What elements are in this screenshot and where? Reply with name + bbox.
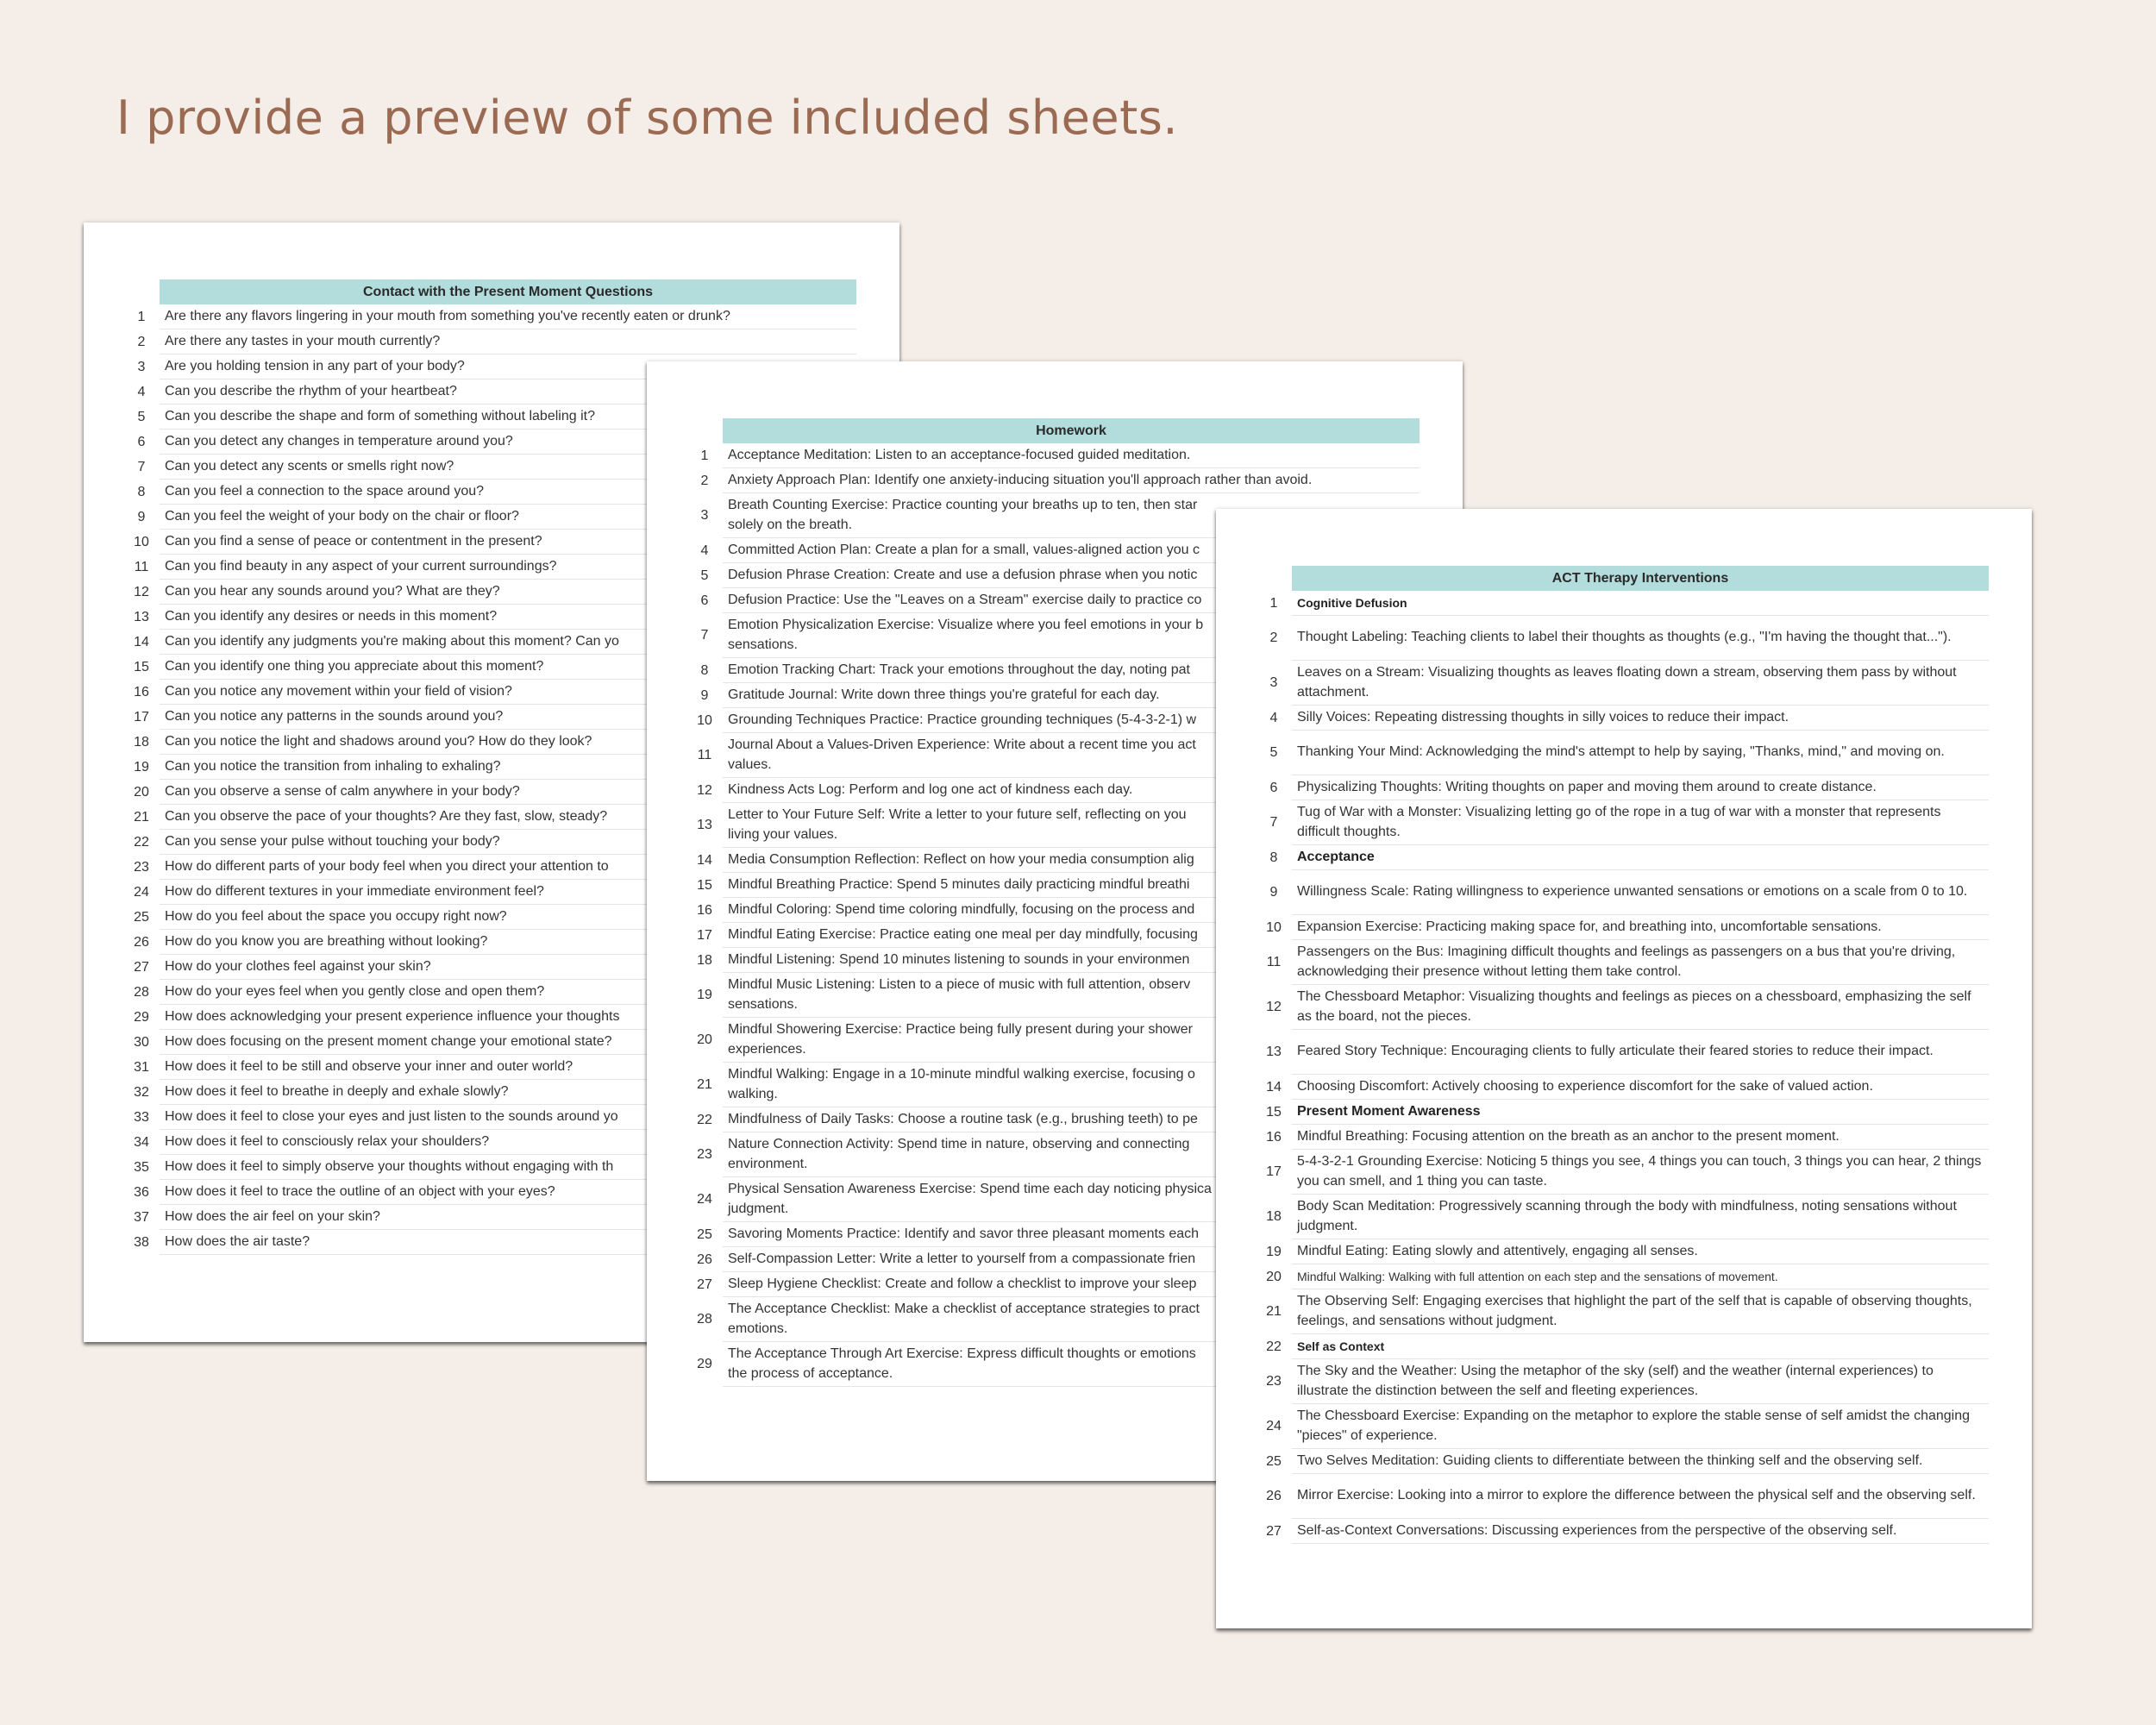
row-text: Can you observe a sense of calm anywhere in your body? — [160, 780, 856, 805]
row-text: Gratitude Journal: Write down three things you're grateful for each day. — [723, 683, 1420, 708]
table-row — [686, 468, 1420, 493]
row-number: 27 — [697, 1276, 712, 1292]
row-text: Mindful Listening: Spend 10 minutes listening to sounds in your environmen — [723, 948, 1420, 973]
row-text: The Sky and the Weather: Using the metaphor of the sky (self) and the weather (internal experiences) to illustrate the distinction between the self and fleeting experiences. — [1292, 1359, 1989, 1404]
row-number: 6 — [137, 434, 146, 449]
row-text: Letter to Your Future Self: Write a letter to your future self, reflecting on you living your values. — [723, 803, 1420, 848]
page-headline: I provide a preview of some included sheets. — [116, 91, 1179, 145]
row-text: Mindful Breathing Practice: Spend 5 minutes daily practicing mindful breathi — [723, 873, 1420, 898]
row-number: 1 — [1269, 595, 1278, 611]
row-number: 16 — [134, 684, 149, 699]
row-text: Can you identify any judgments you're making about this moment? Can yo — [160, 630, 856, 655]
row-number: 27 — [134, 959, 149, 975]
row-text: Nature Connection Activity: Spend time in nature, observing and connecting environment. — [723, 1132, 1420, 1177]
row-text: Can you find beauty in any aspect of your current surroundings? — [160, 555, 856, 580]
row-number: 24 — [1266, 1419, 1282, 1433]
row-text: Expansion Exercise: Practicing making space for, and breathing into, uncomfortable sensations. — [1292, 915, 1989, 940]
row-text: The Observing Self: Engaging exercises that highlight the part of the self that is capable of observing thoughts, feelings, and sensations without judgment. — [1292, 1289, 1989, 1334]
row-text: How do different textures in your immediate environment feel? — [160, 880, 856, 905]
row-number: 27 — [1266, 1523, 1282, 1539]
row-text: Kindness Acts Log: Perform and log one act of kindness each day. — [723, 778, 1420, 803]
row-text: Can you notice the transition from inhaling to exhaling? — [160, 755, 856, 780]
section-header-row — [1256, 845, 1989, 870]
row-text: The Acceptance Through Art Exercise: Express difficult thoughts or emotions the process of acceptance. — [723, 1342, 1420, 1387]
row-text: Are there any tastes in your mouth currently? — [160, 329, 856, 354]
row-text: Are there any flavors lingering in your mouth from something you've recently eaten or drunk? — [160, 304, 856, 329]
row-number: 17 — [1266, 1164, 1282, 1179]
row-number: 25 — [697, 1226, 712, 1242]
row-text: How does it feel to simply observe your thoughts without engaging with th — [160, 1155, 856, 1180]
row-number: 37 — [134, 1209, 149, 1225]
row-number: 36 — [134, 1184, 149, 1200]
row-number: 4 — [700, 543, 709, 558]
row-number: 21 — [697, 1077, 712, 1092]
row-number: 9 — [1269, 885, 1278, 900]
row-number: 35 — [134, 1159, 149, 1175]
row-text: Can you detect any scents or smells right now? — [160, 455, 856, 480]
sheet-title: ACT Therapy Interventions — [1292, 566, 1989, 591]
row-number: 29 — [134, 1009, 149, 1025]
row-number: 1 — [137, 309, 146, 324]
row-number: 13 — [1266, 1044, 1282, 1059]
row-number: 21 — [1266, 1304, 1282, 1319]
row-text: How do your eyes feel when you gently close and open them? — [160, 980, 856, 1005]
table-row — [1256, 1150, 1989, 1195]
row-text: Feared Story Technique: Encouraging clients to fully articulate their feared stories to reduce their impact. — [1292, 1030, 1989, 1075]
row-text: Can you find a sense of peace or contentment in the present? — [160, 530, 856, 555]
row-number: 11 — [134, 559, 149, 574]
row-number: 7 — [137, 459, 146, 474]
row-number: 22 — [1266, 1339, 1282, 1354]
row-number: 3 — [137, 359, 146, 374]
row-text: Leaves on a Stream: Visualizing thoughts as leaves floating down a stream, observing them pass by without attachment. — [1292, 661, 1989, 706]
row-text: Emotion Tracking Chart: Track your emotions throughout the day, noting pat — [723, 658, 1420, 683]
section-header: Acceptance — [1292, 845, 1989, 870]
row-text: Can you feel the weight of your body on the chair or floor? — [160, 505, 856, 530]
row-number: 9 — [700, 687, 709, 703]
row-text: Silly Voices: Repeating distressing thoughts in silly voices to reduce their impact. — [1292, 706, 1989, 731]
section-header: Self as Context — [1292, 1334, 1989, 1359]
row-number: 1 — [700, 448, 709, 463]
row-number: 33 — [134, 1109, 149, 1125]
row-text: Mindful Walking: Walking with full attention on each step and the sensations of movement. — [1292, 1264, 1989, 1289]
table-row — [1256, 661, 1989, 706]
table-row — [1256, 1359, 1989, 1404]
row-number: 8 — [137, 484, 146, 499]
row-text: Media Consumption Reflection: Reflect on how your media consumption alig — [723, 848, 1420, 873]
row-text: How do you feel about the space you occupy right now? — [160, 905, 856, 930]
row-text: Mindful Eating Exercise: Practice eating one meal per day mindfully, focusing — [723, 923, 1420, 948]
section-header: Present Moment Awareness — [1292, 1100, 1989, 1125]
row-text: Self-as-Context Conversations: Discussing experiences from the perspective of the observing self. — [1292, 1519, 1989, 1544]
row-number: 16 — [1266, 1129, 1282, 1145]
row-number: 11 — [697, 748, 712, 762]
row-number: 13 — [697, 818, 712, 832]
row-number: 5 — [700, 568, 709, 583]
row-number: 29 — [697, 1357, 712, 1371]
row-text: Physicalizing Thoughts: Writing thoughts on paper and moving them around to create distance. — [1292, 775, 1989, 800]
section-header-row — [1256, 1334, 1989, 1359]
table-row — [1256, 1449, 1989, 1474]
row-text: Can you identify any desires or needs in this moment? — [160, 605, 856, 630]
row-number: 24 — [134, 884, 149, 900]
row-number: 25 — [134, 909, 149, 925]
row-text: Self-Compassion Letter: Write a letter to yourself from a compassionate frien — [723, 1247, 1420, 1272]
row-number: 26 — [1266, 1489, 1282, 1503]
row-number: 18 — [1266, 1209, 1282, 1224]
row-text: Two Selves Meditation: Guiding clients to differentiate between the thinking self and the observing self. — [1292, 1449, 1989, 1474]
row-number: 2 — [137, 334, 146, 349]
sheet-act-interventions — [1216, 509, 2032, 1628]
row-number: 18 — [134, 734, 149, 750]
row-text: Breath Counting Exercise: Practice counting your breaths up to ten, then star solely on the breath. — [723, 493, 1420, 538]
row-number: 26 — [134, 934, 149, 950]
row-text: Mindful Walking: Engage in a 10-minute mindful walking exercise, focusing o walking. — [723, 1063, 1420, 1107]
row-text: Mirror Exercise: Looking into a mirror to explore the difference between the physical self and the observing self. — [1292, 1474, 1989, 1519]
row-text: Can you notice any movement within your field of vision? — [160, 680, 856, 705]
row-number: 14 — [134, 634, 149, 649]
row-number: 19 — [697, 988, 712, 1002]
row-number: 22 — [697, 1112, 712, 1127]
row-text: Sleep Hygiene Checklist: Create and follow a checklist to improve your sleep — [723, 1272, 1420, 1297]
row-number: 17 — [697, 927, 712, 943]
table-row — [123, 304, 856, 329]
section-header: Cognitive Defusion — [1292, 591, 1989, 616]
row-text: Can you detect any changes in temperature around you? — [160, 430, 856, 455]
sheet-rows — [1256, 591, 1989, 1544]
table-row — [1256, 1239, 1989, 1264]
row-number: 12 — [134, 584, 149, 599]
row-number: 5 — [1269, 745, 1278, 760]
row-number: 8 — [700, 662, 709, 678]
row-number: 11 — [1266, 955, 1282, 969]
row-text: Can you observe the pace of your thoughts? Are they fast, slow, steady? — [160, 805, 856, 830]
table-row — [1256, 1075, 1989, 1100]
row-text: The Acceptance Checklist: Make a checklist of acceptance strategies to pract emotions. — [723, 1297, 1420, 1342]
row-number: 9 — [137, 509, 146, 524]
row-number: 10 — [697, 712, 712, 728]
row-text: Can you notice any patterns in the sounds around you? — [160, 705, 856, 730]
row-text: Mindfulness of Daily Tasks: Choose a routine task (e.g., brushing teeth) to pe — [723, 1107, 1420, 1132]
row-text: How does it feel to consciously relax your shoulders? — [160, 1130, 856, 1155]
table-row — [1256, 1289, 1989, 1334]
row-number: 6 — [700, 593, 709, 608]
row-text: How do different parts of your body feel when you direct your attention to — [160, 855, 856, 880]
table-row — [1256, 706, 1989, 731]
row-text: Body Scan Meditation: Progressively scanning through the body with mindfulness, noting sensations without judgment. — [1292, 1195, 1989, 1239]
row-number: 32 — [134, 1084, 149, 1100]
table-row — [1256, 731, 1989, 775]
row-number: 10 — [134, 534, 149, 549]
row-number: 4 — [137, 384, 146, 399]
row-text: Mindful Eating: Eating slowly and attentively, engaging all senses. — [1292, 1239, 1989, 1264]
row-number: 8 — [1269, 850, 1278, 865]
row-number: 5 — [137, 409, 146, 424]
row-text: Can you hear any sounds around you? What are they? — [160, 580, 856, 605]
sheet-title: Homework — [723, 418, 1420, 443]
row-text: Passengers on the Bus: Imagining difficult thoughts and feelings as passengers on a bus that you're driving, acknowledging their presence without letting them take control. — [1292, 940, 1989, 985]
table-row — [1256, 1195, 1989, 1239]
row-text: Mindful Showering Exercise: Practice being fully present during your shower experiences. — [723, 1018, 1420, 1063]
row-text: Willingness Scale: Rating willingness to experience unwanted sensations or emotions on a scale from 0 to 10. — [1292, 870, 1989, 915]
row-number: 24 — [697, 1192, 712, 1207]
table-row — [1256, 1474, 1989, 1519]
row-number: 6 — [1269, 780, 1278, 795]
row-text: Defusion Phrase Creation: Create and use a defusion phrase when you notic — [723, 563, 1420, 588]
row-number: 20 — [1266, 1269, 1282, 1284]
row-text: Savoring Moments Practice: Identify and savor three pleasant moments each — [723, 1222, 1420, 1247]
section-header-row — [1256, 591, 1989, 616]
row-number: 31 — [134, 1059, 149, 1075]
row-text: Can you describe the rhythm of your heartbeat? — [160, 380, 856, 405]
row-number: 15 — [697, 877, 712, 893]
row-number: 20 — [697, 1032, 712, 1047]
row-text: How do your clothes feel against your skin? — [160, 955, 856, 980]
table-row — [1256, 616, 1989, 661]
row-text: The Chessboard Metaphor: Visualizing thoughts and feelings as pieces on a chessboard, emphasizing the self as the board, not the pieces. — [1292, 985, 1989, 1030]
row-text: Tug of War with a Monster: Visualizing letting go of the rope in a tug of war with a monster that represents difficult thoughts. — [1292, 800, 1989, 845]
row-number: 30 — [134, 1034, 149, 1050]
row-number: 34 — [134, 1134, 149, 1150]
row-text: Mindful Music Listening: Listen to a piece of music with full attention, observ sensations. — [723, 973, 1420, 1018]
table-row — [1256, 775, 1989, 800]
row-number: 17 — [134, 709, 149, 724]
table-row — [686, 443, 1420, 468]
row-text: Acceptance Meditation: Listen to an acceptance-focused guided meditation. — [723, 443, 1420, 468]
row-number: 28 — [134, 984, 149, 1000]
table-row — [1256, 915, 1989, 940]
row-text: Can you notice the light and shadows around you? How do they look? — [160, 730, 856, 755]
row-number: 13 — [134, 609, 149, 624]
row-text: Are you holding tension in any part of your body? — [160, 354, 856, 380]
table-row — [1256, 1404, 1989, 1449]
table-row — [1256, 1030, 1989, 1075]
row-text: How does it feel to trace the outline of an object with your eyes? — [160, 1180, 856, 1205]
section-header-row — [1256, 1100, 1989, 1125]
row-text: Thought Labeling: Teaching clients to label their thoughts as thoughts (e.g., "I'm having the thought that..."). — [1292, 616, 1989, 661]
row-text: Can you sense your pulse without touching your body? — [160, 830, 856, 855]
row-number: 25 — [1266, 1453, 1282, 1469]
row-number: 16 — [697, 902, 712, 918]
row-text: Emotion Physicalization Exercise: Visualize where you feel emotions in your b sensations. — [723, 613, 1420, 658]
row-number: 15 — [134, 659, 149, 674]
row-text: How does it feel to be still and observe your inner and outer world? — [160, 1055, 856, 1080]
table-row — [1256, 870, 1989, 915]
row-number: 10 — [1266, 919, 1282, 935]
sheet-table — [1256, 566, 1989, 1544]
row-text: How does it feel to close your eyes and just listen to the sounds around yo — [160, 1105, 856, 1130]
row-number: 38 — [134, 1234, 149, 1250]
row-text: The Chessboard Exercise: Expanding on the metaphor to explore the stable sense of self amidst the changing "pieces" of experience. — [1292, 1404, 1989, 1449]
row-text: Physical Sensation Awareness Exercise: Spend time each day noticing physica judgment. — [723, 1177, 1420, 1222]
row-number: 19 — [1266, 1244, 1282, 1259]
row-text: How does the air feel on your skin? — [160, 1205, 856, 1230]
table-row — [1256, 1519, 1989, 1544]
row-text: Choosing Discomfort: Actively choosing to experience discomfort for the sake of valued action. — [1292, 1075, 1989, 1100]
row-text: Mindful Coloring: Spend time coloring mindfully, focusing on the process and — [723, 898, 1420, 923]
row-number: 26 — [697, 1251, 712, 1267]
row-number: 12 — [1266, 1000, 1282, 1014]
row-number: 21 — [134, 809, 149, 825]
row-number: 14 — [697, 852, 712, 868]
row-number: 7 — [700, 628, 709, 643]
table-row — [123, 329, 856, 354]
row-number: 18 — [697, 952, 712, 968]
row-number: 12 — [697, 782, 712, 798]
row-number: 2 — [700, 473, 709, 488]
row-number: 2 — [1269, 630, 1278, 645]
row-number: 15 — [1266, 1104, 1282, 1120]
row-text: Defusion Practice: Use the "Leaves on a Stream" exercise daily to practice co — [723, 588, 1420, 613]
row-text: Can you identify one thing you appreciate about this moment? — [160, 655, 856, 680]
row-text: How does focusing on the present moment change your emotional state? — [160, 1030, 856, 1055]
row-number: 3 — [700, 508, 709, 523]
row-text: Committed Action Plan: Create a plan for a small, values-aligned action you c — [723, 538, 1420, 563]
row-number: 7 — [1269, 815, 1278, 830]
row-text: Journal About a Values-Driven Experience: Write about a recent time you act values. — [723, 733, 1420, 778]
table-row — [1256, 985, 1989, 1030]
row-number: 19 — [134, 759, 149, 775]
row-number: 23 — [134, 859, 149, 875]
row-text: How does it feel to breathe in deeply and exhale slowly? — [160, 1080, 856, 1105]
table-row — [1256, 940, 1989, 985]
row-text: Anxiety Approach Plan: Identify one anxiety-inducing situation you'll approach rather than avoid. — [723, 468, 1420, 493]
row-text: 5-4-3-2-1 Grounding Exercise: Noticing 5 things you see, 4 things you can touch, 3 things you can hear, 2 things you can smell, and 1 thing you can taste. — [1292, 1150, 1989, 1195]
row-number: 23 — [697, 1147, 712, 1162]
row-text: Mindful Breathing: Focusing attention on the breath as an anchor to the present moment. — [1292, 1125, 1989, 1150]
row-text: Grounding Techniques Practice: Practice grounding techniques (5-4-3-2-1) w — [723, 708, 1420, 733]
row-number: 14 — [1266, 1079, 1282, 1095]
row-text: How do you know you are breathing without looking? — [160, 930, 856, 955]
row-number: 22 — [134, 834, 149, 850]
row-text: How does the air taste? — [160, 1230, 856, 1255]
table-row — [1256, 1125, 1989, 1150]
row-number: 20 — [134, 784, 149, 800]
row-text: How does acknowledging your present experience influence your thoughts — [160, 1005, 856, 1030]
row-number: 23 — [1266, 1374, 1282, 1389]
table-row — [1256, 1264, 1989, 1289]
row-text: Can you describe the shape and form of something without labeling it? — [160, 405, 856, 430]
sheet-title: Contact with the Present Moment Questions — [160, 279, 856, 304]
row-text: Thanking Your Mind: Acknowledging the mind's attempt to help by saying, "Thanks, mind," and moving on. — [1292, 731, 1989, 775]
row-number: 28 — [697, 1312, 712, 1327]
row-number: 3 — [1269, 675, 1278, 690]
row-number: 4 — [1269, 710, 1278, 725]
table-row — [1256, 800, 1989, 845]
row-text: Can you feel a connection to the space around you? — [160, 480, 856, 505]
